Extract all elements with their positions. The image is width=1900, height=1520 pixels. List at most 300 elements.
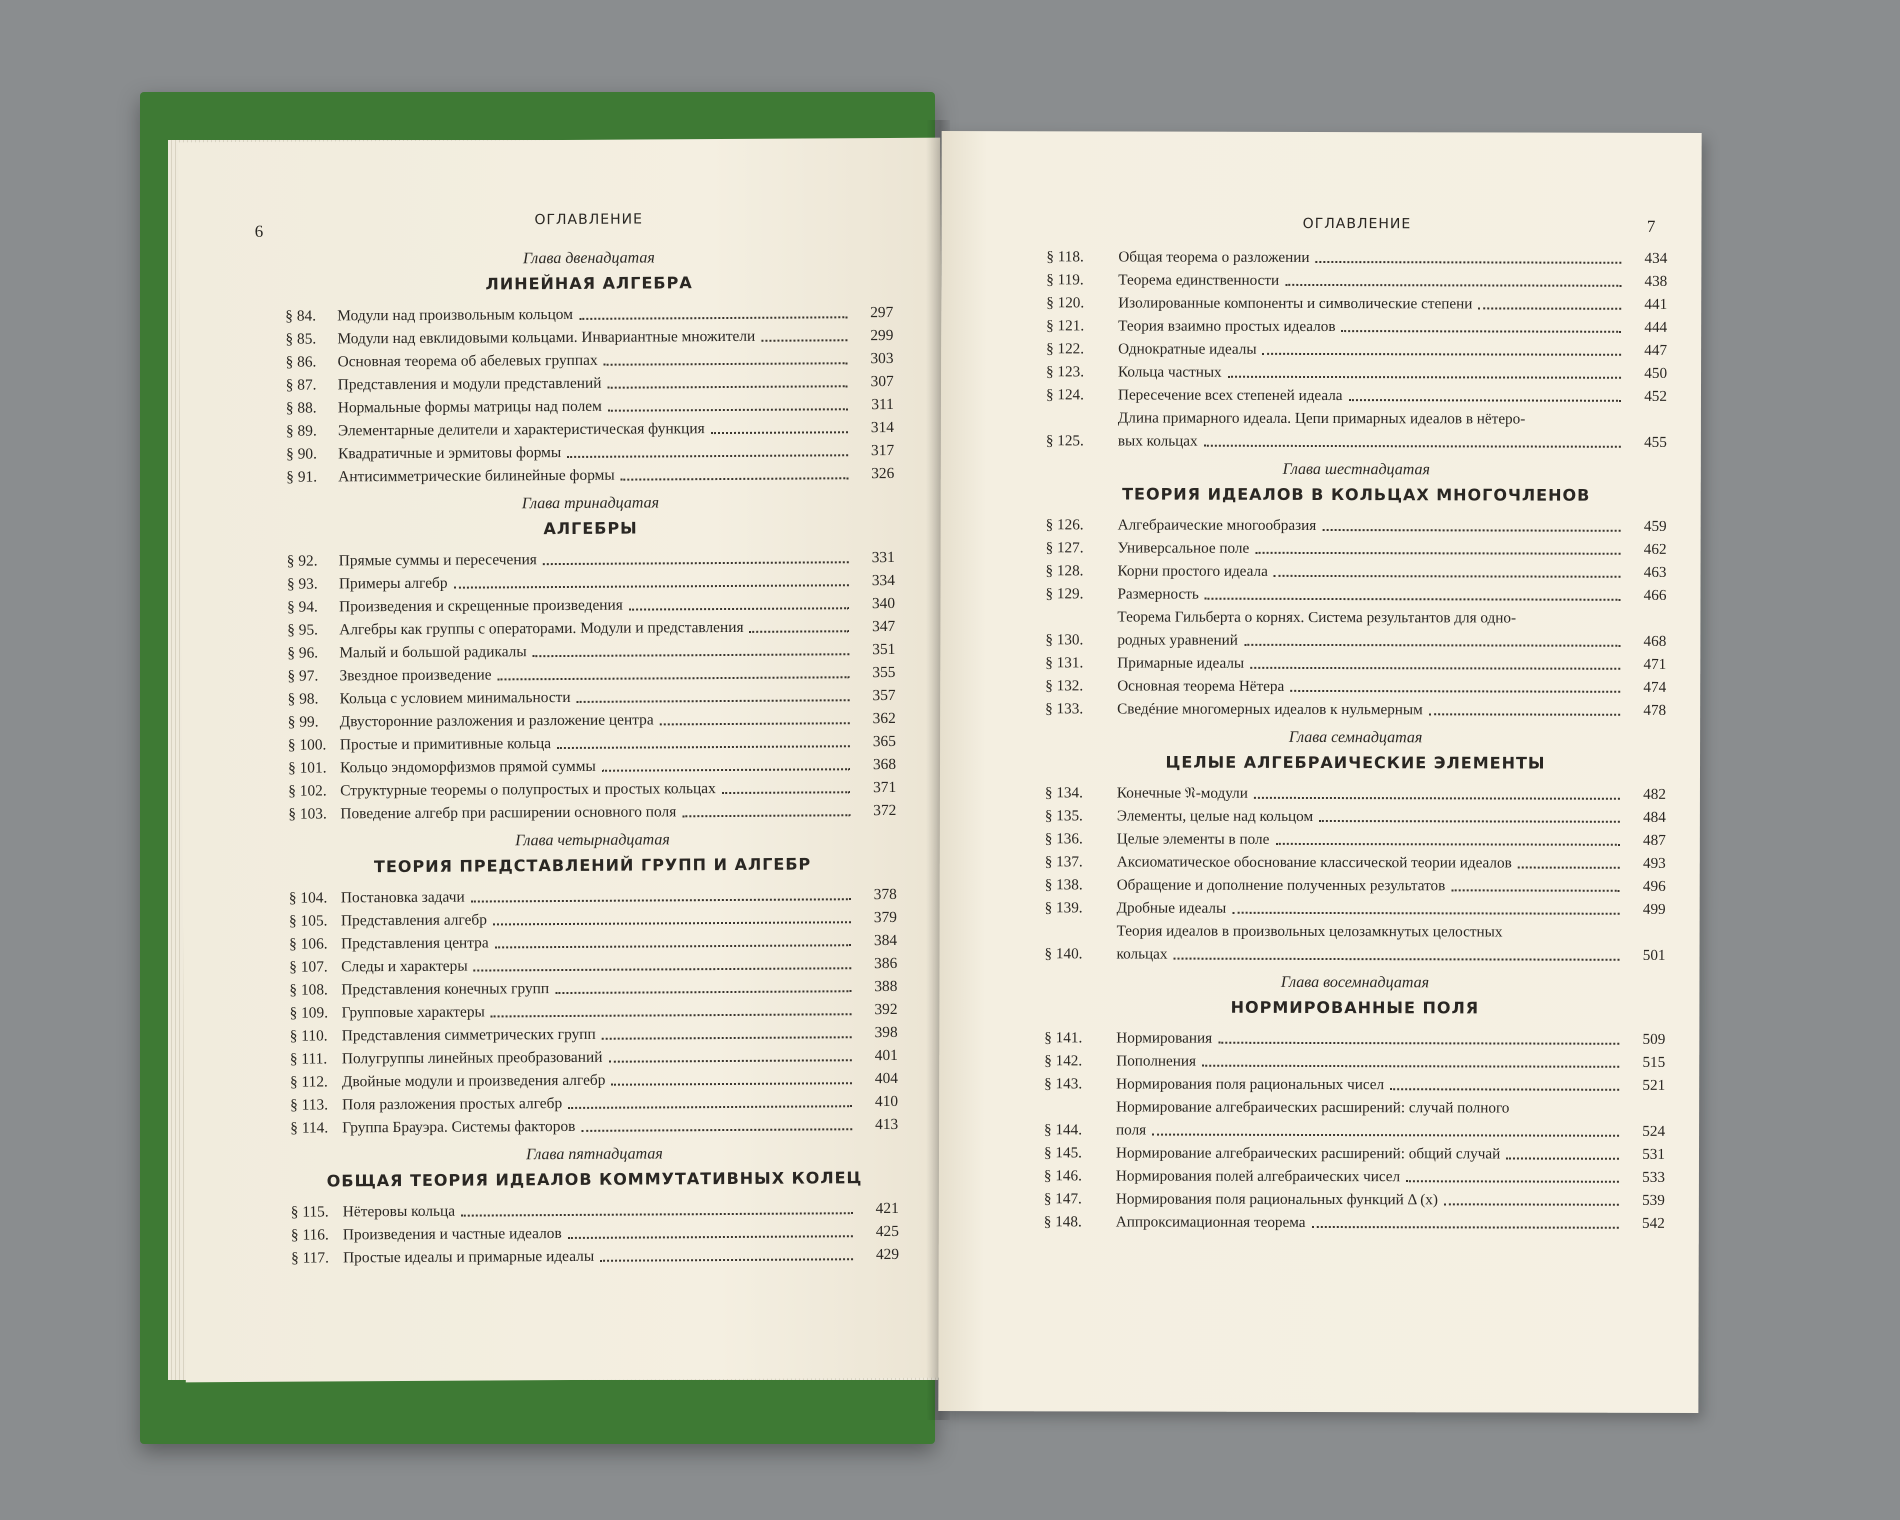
entry-page-number: 299: [870, 326, 894, 345]
section-number: § 147.: [1043, 1190, 1082, 1208]
entry-body: [342, 1021, 858, 1047]
toc-entries: [1044, 781, 1665, 967]
entry-page-number: 478: [1643, 701, 1667, 719]
toc-entries: [287, 546, 897, 826]
dot-leader: [1254, 796, 1620, 800]
dot-leader: [1250, 666, 1620, 670]
entry-page-number: 351: [872, 640, 896, 659]
section-number: § 88.: [285, 399, 317, 417]
section-number: § 136.: [1044, 830, 1083, 848]
entry-body: [341, 975, 857, 1001]
entry-title: Теория взаимно простых идеалов: [1118, 317, 1336, 336]
toc-entry: [1046, 360, 1667, 385]
section-number: § 125.: [1045, 432, 1084, 450]
toc-entry: [1044, 1049, 1665, 1074]
section-number: § 85.: [285, 330, 317, 348]
entry-page-number: 493: [1642, 854, 1666, 872]
toc-entry: [1045, 827, 1666, 852]
dot-leader: [1429, 712, 1620, 716]
section-number: § 123.: [1046, 363, 1085, 381]
entry-title-continued: [1116, 1118, 1625, 1142]
dot-leader: [621, 476, 849, 480]
entry-body: [1116, 1187, 1625, 1211]
entry-title: Модули над произвольным кольцом: [337, 305, 573, 325]
section-number: § 105.: [288, 912, 328, 930]
dot-leader: [1290, 689, 1620, 693]
toc-entry: [1045, 674, 1666, 699]
section-number: § 133.: [1045, 700, 1084, 718]
entry-page-number: 521: [1642, 1076, 1666, 1094]
toc-entries: [291, 1197, 899, 1270]
dot-leader: [1518, 866, 1620, 869]
entry-page-number: 468: [1643, 632, 1667, 650]
entry-page-number: 452: [1644, 387, 1668, 405]
entry-body: [337, 324, 853, 350]
right-header: ОГЛАВЛЕНИЕ: [1302, 215, 1412, 233]
toc-entry: [1046, 513, 1667, 538]
toc-entry: [288, 799, 896, 826]
dot-leader: [602, 767, 850, 772]
dot-leader: [1390, 1087, 1619, 1091]
toc-entry: [1045, 850, 1666, 875]
entry-title: Постановка задачи: [340, 888, 465, 907]
entry-page-number: 303: [870, 349, 894, 368]
entry-page-number: 398: [874, 1023, 898, 1042]
dot-leader: [600, 1257, 853, 1262]
entry-page-number: 515: [1642, 1053, 1666, 1071]
entry-page-number: 372: [873, 801, 897, 820]
entry-body: [1118, 268, 1627, 292]
toc-entry: [1045, 804, 1666, 829]
entry-page-number: 388: [874, 977, 898, 996]
entry-body: [338, 370, 854, 396]
dot-leader: [461, 1211, 853, 1216]
section-number: § 124.: [1045, 386, 1084, 404]
entry-page-number: 482: [1643, 785, 1666, 803]
section-number: § 96.: [287, 644, 319, 662]
dot-leader: [577, 698, 850, 703]
entry-title: Кольцо эндоморфизмов прямой суммы: [339, 757, 596, 777]
dot-leader: [568, 1104, 852, 1109]
entry-page-number: 378: [873, 885, 897, 904]
dot-leader: [1275, 842, 1619, 846]
toc-entry: [1046, 337, 1667, 362]
entry-body: [338, 416, 854, 442]
toc-entries: [1046, 245, 1668, 454]
entry-page-number: 413: [875, 1115, 899, 1134]
entry-body: [338, 462, 854, 488]
entry-body: [343, 1197, 859, 1223]
entry-title: Представления центра: [341, 934, 489, 953]
entry-page-number: 421: [875, 1199, 899, 1218]
entry-body: [1117, 605, 1626, 652]
entry-page-number: 463: [1643, 563, 1667, 581]
dot-leader: [602, 1035, 852, 1040]
dot-leader: [579, 315, 847, 320]
dot-leader: [1342, 329, 1622, 333]
section-number: § 104.: [288, 889, 328, 907]
toc-entry: [1045, 651, 1666, 676]
chapter-title: ЛИНЕЙНАЯ АЛГЕБРА: [485, 273, 693, 294]
toc-entry: [291, 1243, 899, 1270]
entry-page-number: 371: [873, 778, 897, 797]
entry-body: [1116, 1164, 1625, 1188]
toc-entry: [290, 1113, 898, 1140]
entry-body: [339, 661, 855, 687]
left-running-head: [254, 210, 893, 244]
entry-page-number: 340: [871, 594, 896, 613]
chapter-label: Глава шестнадцатая: [1282, 460, 1430, 479]
entry-page-number: 326: [871, 464, 895, 483]
section-number: § 145.: [1043, 1144, 1082, 1162]
left-header: ОГЛАВЛЕНИЕ: [534, 211, 643, 229]
dot-leader: [608, 1058, 851, 1062]
entry-body: [338, 393, 854, 419]
toc-entry: [1044, 1187, 1665, 1212]
section-number: § 139.: [1044, 899, 1083, 917]
dot-leader: [604, 361, 848, 365]
dot-leader: [557, 744, 850, 749]
entry-body: [339, 546, 855, 572]
entry-body: [1118, 536, 1627, 560]
toc-entry: [1045, 781, 1666, 806]
entry-page-number: 499: [1642, 900, 1666, 918]
entry-page-number: 314: [870, 418, 895, 437]
entry-title: Поля разложения простых алгебр: [342, 1095, 563, 1114]
chapter-label: Глава семнадцатая: [1288, 728, 1423, 747]
entry-page-number: 501: [1642, 946, 1666, 964]
entry-title: Структурные теоремы о полупростых и простых кольцах: [340, 780, 716, 800]
section-number: § 141.: [1044, 1029, 1083, 1047]
dot-leader: [1319, 819, 1620, 823]
dot-leader: [568, 1234, 853, 1239]
entry-title: Антисимметрические билинейные формы: [338, 466, 615, 486]
dot-leader: [1312, 1225, 1619, 1229]
dot-leader: [493, 920, 851, 925]
toc-entry: [1045, 896, 1666, 921]
section-number: § 146.: [1043, 1167, 1082, 1185]
entry-body: [1116, 1141, 1625, 1165]
chapter-label: Глава восемнадцатая: [1280, 973, 1430, 992]
section-number: § 134.: [1044, 784, 1083, 802]
entry-title: Теорема Гильберта о корнях. Система результантов для одно-: [1117, 608, 1517, 627]
entry-title: Пополнения: [1116, 1052, 1197, 1070]
toc-entry: [1045, 697, 1666, 722]
entry-title: Алгебры как группы с операторами. Модули и представления: [339, 618, 744, 639]
section-number: § 98.: [287, 690, 319, 708]
entry-page-number: 410: [874, 1092, 899, 1111]
section-number: § 108.: [289, 981, 328, 999]
toc-entry: [1044, 919, 1665, 967]
chapter-title: ТЕОРИЯ ИДЕАЛОВ В КОЛЬЦАХ МНОГОЧЛЕНОВ: [1122, 484, 1591, 505]
entry-title: Основная теорема Нётера: [1117, 677, 1285, 695]
dot-leader: [1349, 398, 1621, 402]
section-number: § 130.: [1045, 631, 1084, 649]
entry-title: Двусторонние разложения и разложение центра: [339, 711, 654, 731]
entry-body: [1116, 1049, 1625, 1073]
entry-title: Квадратичные и эрмитовы формы: [338, 444, 562, 463]
entry-title: Кольца частных: [1118, 363, 1222, 381]
entry-title: Конечные 𝔑-модули: [1116, 784, 1248, 802]
dot-leader: [607, 384, 847, 388]
chapter-title: НОРМИРОВАННЫЕ ПОЛЯ: [1230, 997, 1480, 1018]
entry-title: Общая теорема о разложении: [1118, 248, 1310, 266]
entry-body: [1117, 850, 1626, 874]
entry-title-line2: поля: [1116, 1121, 1147, 1139]
entry-title: Размерность: [1117, 585, 1199, 603]
dot-leader: [629, 606, 849, 610]
entry-body: [1118, 513, 1627, 537]
chapter-label: Глава четырнадцатая: [515, 831, 670, 850]
dot-leader: [660, 721, 850, 725]
entry-title: Примарные идеалы: [1117, 654, 1245, 672]
entry-page-number: 471: [1643, 655, 1667, 673]
entry-body: [1116, 1026, 1625, 1050]
entry-body: [341, 952, 857, 978]
dot-leader: [1406, 1179, 1619, 1183]
left-page-number: 6: [254, 221, 264, 241]
entry-page-number: 444: [1644, 318, 1668, 336]
toc-entry: [1045, 873, 1666, 898]
dot-leader: [555, 989, 851, 994]
right-toc: [1044, 245, 1668, 1235]
dot-leader: [608, 407, 848, 411]
section-number: § 89.: [285, 422, 317, 440]
section-number: § 99.: [287, 713, 319, 731]
section-number: § 93.: [286, 575, 318, 593]
section-number: § 106.: [289, 935, 328, 953]
entry-title: Аксиоматическое обоснование классической теории идеалов: [1116, 853, 1512, 872]
entry-body: [1118, 383, 1627, 407]
section-number: § 91.: [286, 468, 318, 486]
dot-leader: [1204, 444, 1621, 448]
dot-leader: [682, 813, 850, 817]
entry-body: [343, 1243, 859, 1269]
entry-title: Простые и примитивные кольца: [339, 735, 552, 754]
entry-title: Длина примарного идеала. Цепи примарных идеалов в нётеро-: [1117, 409, 1526, 428]
entry-body: [339, 592, 855, 618]
entry-title: Элементы, целые над кольцом: [1116, 807, 1314, 825]
entry-body: [340, 753, 856, 779]
dot-leader: [543, 560, 849, 565]
entry-body: [341, 906, 857, 932]
entry-title: Звездное произведение: [339, 666, 492, 685]
dot-leader: [1322, 528, 1620, 532]
entry-title-continued: [1117, 628, 1626, 652]
toc-entry: [1046, 406, 1667, 454]
dot-leader: [1218, 1041, 1619, 1045]
entry-page-number: 317: [870, 441, 895, 460]
entry-body: [337, 301, 853, 327]
entry-title: Корни простого идеала: [1117, 562, 1268, 580]
section-number: § 142.: [1044, 1052, 1083, 1070]
dot-leader: [567, 453, 848, 458]
entry-title: Нормирования поля рациональных чисел: [1116, 1075, 1385, 1094]
entry-title: Представления и модули представлений: [337, 374, 602, 394]
section-number: § 131.: [1045, 654, 1084, 672]
dot-leader: [495, 943, 851, 948]
entry-page-number: 531: [1642, 1145, 1666, 1163]
entry-page-number: 539: [1642, 1191, 1665, 1209]
entry-page-number: 384: [873, 931, 898, 950]
entry-body: [340, 799, 856, 825]
entry-page-number: 425: [875, 1222, 899, 1241]
section-number: § 126.: [1045, 516, 1084, 534]
dot-leader: [1316, 260, 1622, 264]
entry-page-number: 447: [1644, 341, 1668, 359]
entry-title: Следы и характеры: [341, 957, 468, 976]
entry-page-number: 450: [1644, 364, 1668, 382]
entry-title: Нормальные формы матрицы над полем: [337, 397, 602, 417]
entry-page-number: 474: [1643, 678, 1667, 696]
section-number: § 101.: [287, 759, 327, 777]
entry-page-number: 404: [874, 1069, 899, 1088]
entry-title-continued: [1116, 942, 1625, 966]
entry-title: Двойные модули и произведения алгебр: [341, 1071, 606, 1091]
section-number: § 129.: [1045, 585, 1084, 603]
entry-page-number: 307: [870, 372, 894, 391]
entry-body: [1118, 291, 1627, 315]
right-page-number: 7: [1646, 216, 1656, 236]
section-number: § 107.: [289, 958, 328, 976]
section-number: § 132.: [1045, 677, 1084, 695]
entry-page-number: 509: [1642, 1030, 1666, 1048]
toc-entry: [286, 462, 894, 489]
section-number: § 137.: [1044, 853, 1083, 871]
entry-page-number: 441: [1644, 295, 1668, 313]
toc-entry: [1046, 245, 1667, 270]
entry-page-number: 368: [872, 755, 897, 774]
entry-title: Нормирования полей алгебраических чисел: [1115, 1167, 1401, 1186]
entry-title: Нормирования поля рациональных функций Δ (x): [1115, 1190, 1438, 1209]
left-page: [178, 138, 948, 1383]
section-number: § 90.: [286, 445, 317, 463]
entry-body: [1116, 1210, 1625, 1234]
entry-page-number: 459: [1643, 517, 1667, 535]
entry-page-number: 355: [872, 663, 896, 682]
chapter-label: Глава пятнадцатая: [526, 1145, 663, 1164]
section-number: § 112.: [289, 1073, 328, 1091]
section-number: § 103.: [288, 805, 327, 823]
entry-title-line2: вых кольцах: [1117, 432, 1198, 450]
entry-body: [1118, 245, 1627, 269]
dot-leader: [1244, 643, 1620, 647]
toc-entries: [289, 883, 899, 1140]
entry-title: Универсальное поле: [1117, 539, 1250, 557]
entry-page-number: 365: [872, 732, 896, 751]
dot-leader: [474, 966, 852, 971]
entry-title: Модули над евклидовыми кольцами. Инвариантные множители: [337, 327, 756, 348]
entry-body: [1116, 919, 1625, 966]
entry-title: Аппроксимационная теорема: [1115, 1213, 1306, 1231]
toc-entry: [1044, 1164, 1665, 1189]
entry-title: Теория идеалов в произвольных целозамкнутых целостных: [1116, 922, 1503, 941]
entry-title: Представления алгебр: [340, 911, 487, 930]
chapter-label: Глава двенадцатая: [522, 249, 655, 268]
entry-body: [1118, 314, 1627, 338]
section-number: § 119.: [1046, 271, 1084, 289]
entry-title: Примеры алгебр: [338, 574, 448, 593]
entry-title-line2: родных уравнений: [1117, 631, 1238, 649]
entry-title: Теорема единственности: [1118, 271, 1280, 289]
entry-title: Групповые характеры: [341, 1003, 485, 1022]
entry-title: Основная теорема об абелевых группах: [337, 351, 598, 371]
section-number: § 115.: [290, 1203, 329, 1221]
section-number: § 86.: [285, 353, 317, 371]
entry-body: [339, 615, 855, 641]
section-number: § 109.: [289, 1004, 329, 1022]
dot-leader: [1205, 597, 1621, 601]
right-page: [938, 131, 1701, 1413]
entry-body: [340, 707, 856, 733]
entry-title: Представления симметрических групп: [341, 1025, 596, 1045]
entry-body: [339, 569, 855, 595]
chapter-title: ЦЕЛЫЕ АЛГЕБРАИЧЕСКИЕ ЭЛЕМЕНТЫ: [1165, 752, 1546, 773]
dot-leader: [1451, 888, 1619, 891]
entry-page-number: 334: [871, 571, 895, 590]
entry-title: Целые элементы в поле: [1116, 830, 1270, 848]
entry-body: [1117, 651, 1626, 675]
toc-entry: [1046, 383, 1667, 408]
dot-leader: [1263, 352, 1622, 356]
right-running-head: [1046, 215, 1667, 247]
dot-leader: [1173, 957, 1619, 961]
section-number: § 148.: [1043, 1213, 1082, 1231]
dot-leader: [1255, 551, 1620, 555]
section-number: § 110.: [289, 1027, 328, 1045]
section-number: § 111.: [289, 1050, 328, 1068]
section-number: § 100.: [287, 736, 327, 754]
dot-leader: [722, 790, 850, 794]
entry-page-number: 484: [1643, 808, 1666, 826]
entry-body: [1117, 697, 1626, 721]
entry-body: [341, 883, 857, 909]
section-number: § 144.: [1044, 1121, 1083, 1139]
dot-leader: [1274, 574, 1621, 578]
dot-leader: [1285, 283, 1621, 287]
dot-leader: [533, 652, 850, 657]
entry-body: [340, 684, 856, 710]
entry-body: [340, 730, 856, 756]
entry-page-number: 533: [1642, 1168, 1665, 1186]
entry-page-number: 331: [871, 548, 895, 567]
entry-page-number: 434: [1644, 249, 1668, 267]
toc-entry: [1046, 314, 1667, 339]
dot-leader: [1444, 1202, 1619, 1205]
dot-leader: [1506, 1156, 1619, 1159]
toc-entry: [1046, 536, 1667, 561]
section-number: § 118.: [1046, 248, 1084, 266]
entry-body: [1117, 827, 1626, 851]
dot-leader: [498, 675, 850, 680]
entry-title: Нормирования: [1116, 1029, 1213, 1047]
entry-title: Произведения и скрещенные произведения: [339, 596, 623, 616]
entry-page-number: 401: [874, 1046, 898, 1065]
section-number: § 140.: [1044, 945, 1083, 963]
toc-entry: [1044, 1026, 1665, 1051]
entry-title: Обращение и дополнение полученных результатов: [1116, 876, 1446, 895]
entry-page-number: 466: [1643, 586, 1667, 604]
entry-body: [337, 347, 853, 373]
entry-body: [1117, 896, 1626, 920]
entry-body: [1117, 873, 1626, 897]
entry-page-number: 496: [1642, 877, 1666, 895]
entry-page-number: 438: [1644, 272, 1668, 290]
section-number: § 121.: [1046, 317, 1085, 335]
entry-title: Малый и большой радикалы: [339, 643, 527, 662]
dot-leader: [491, 1012, 852, 1017]
entry-title: Простые идеалы и примарные идеалы: [342, 1247, 595, 1267]
